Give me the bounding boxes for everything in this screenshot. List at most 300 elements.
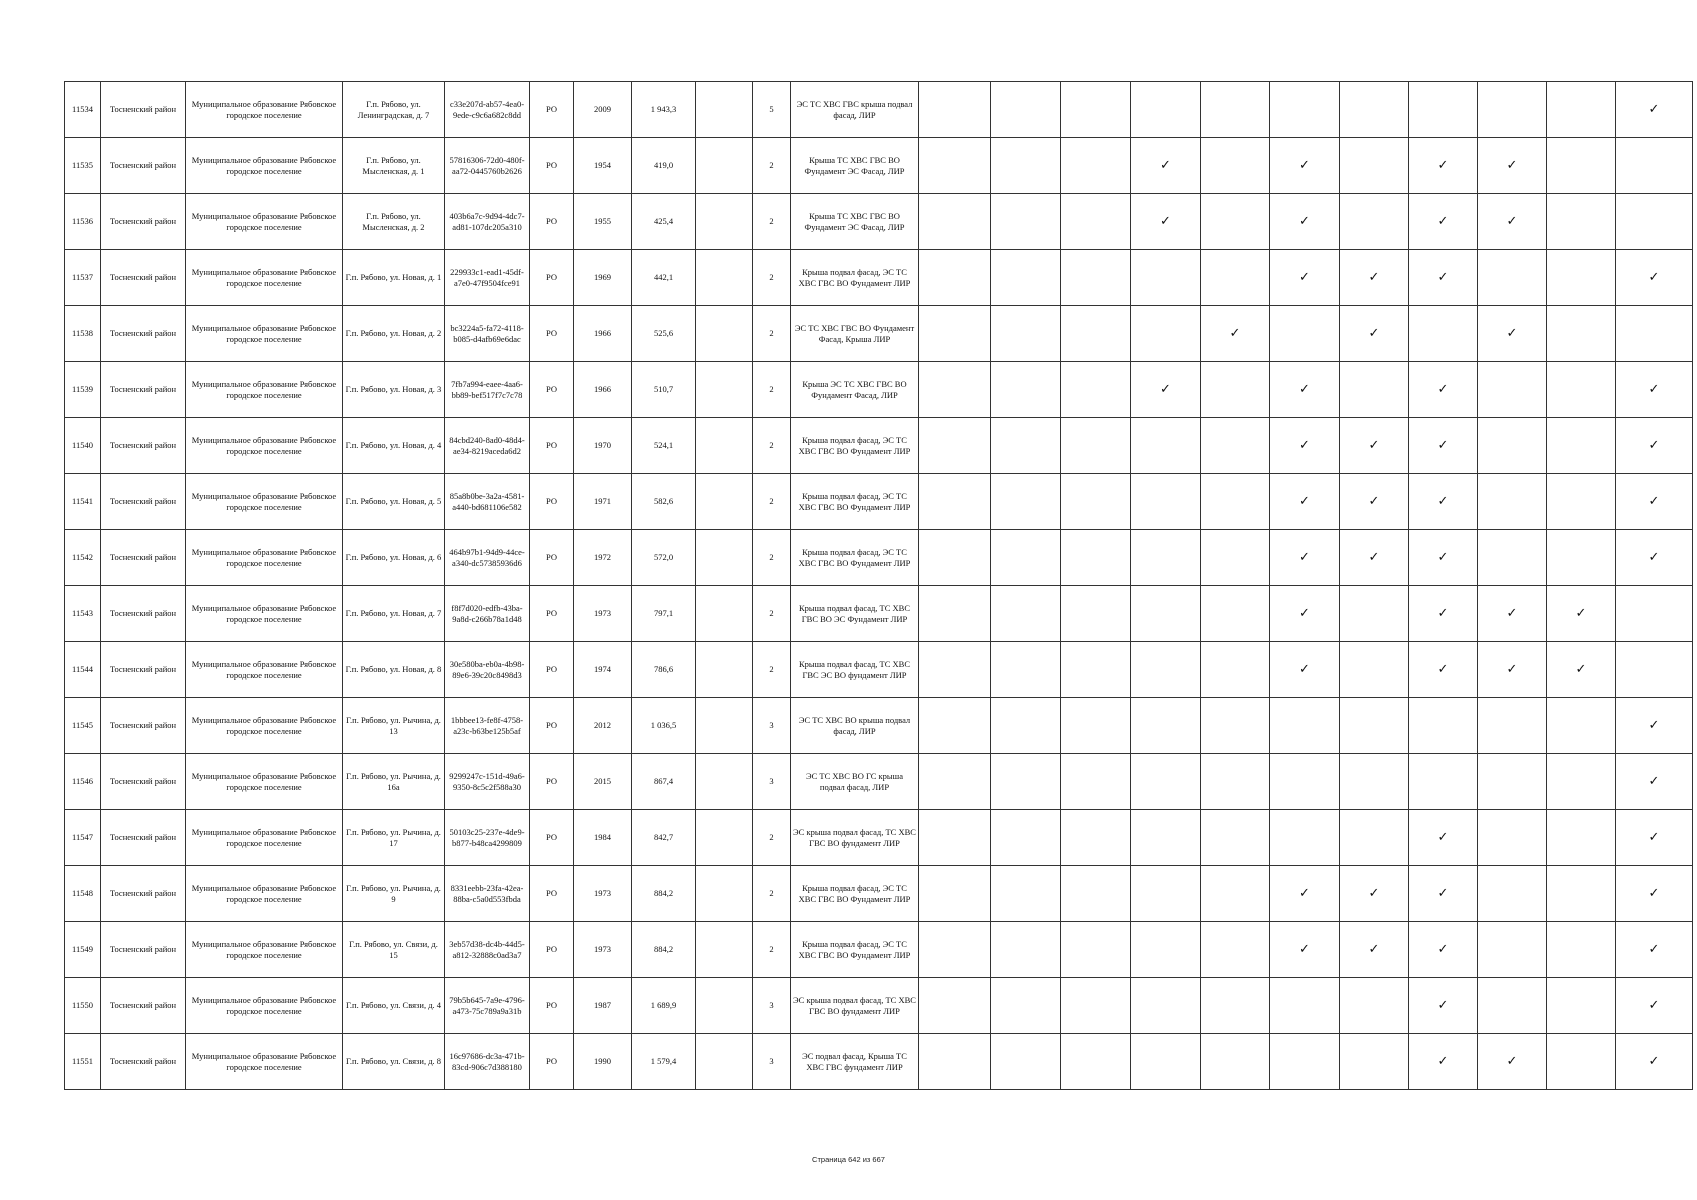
district-cell: Тосненский район — [101, 698, 186, 754]
check-icon: ✓ — [1299, 214, 1310, 229]
works-cell: Крыша подвал фасад, ТС ХВС ГВС ВО ЭС Фундамент ЛИР — [791, 586, 919, 642]
district-cell: Тосненский район — [101, 1034, 186, 1090]
work-mark-cell — [1478, 194, 1547, 250]
blank-cell — [696, 754, 753, 810]
work-mark-cell — [1131, 306, 1201, 362]
work-mark-cell — [1201, 194, 1270, 250]
blank-cell — [696, 194, 753, 250]
area-cell: 1 943,3 — [632, 82, 696, 138]
year-cell: 1974 — [574, 642, 632, 698]
area-cell: 1 036,5 — [632, 698, 696, 754]
check-icon: ✓ — [1506, 662, 1518, 677]
work-mark-cell — [1616, 810, 1693, 866]
work-mark-cell — [1061, 138, 1131, 194]
work-mark-cell — [1616, 362, 1693, 418]
type-cell: РО — [530, 754, 574, 810]
row-number: 11536 — [65, 194, 101, 250]
work-mark-cell — [1061, 754, 1131, 810]
work-mark-cell — [1270, 362, 1340, 418]
registry-sheet — [64, 81, 1693, 1090]
work-mark-cell — [1131, 586, 1201, 642]
work-mark-cell — [919, 586, 991, 642]
works-cell: ЭС крыша подвал фасад, ТС ХВС ГВС ВО фундамент ЛИР — [791, 810, 919, 866]
check-icon: ✓ — [1648, 998, 1660, 1013]
check-icon: ✓ — [1437, 214, 1449, 229]
address-cell: Г.п. Рябово, ул. Рычина, д. 13 — [343, 698, 445, 754]
work-mark-cell — [1131, 810, 1201, 866]
check-icon: ✓ — [1299, 494, 1310, 509]
work-mark-cell — [1340, 250, 1409, 306]
guid-cell: bc3224a5-fa72-4118-b085-d4afb69e6dac — [445, 306, 530, 362]
work-mark-cell — [1270, 866, 1340, 922]
count-cell: 3 — [753, 978, 791, 1034]
work-mark-cell — [1201, 474, 1270, 530]
check-icon: ✓ — [1506, 606, 1518, 621]
table-row — [65, 138, 1693, 194]
work-mark-cell — [1616, 698, 1693, 754]
type-cell: РО — [530, 810, 574, 866]
table-row — [65, 922, 1693, 978]
work-mark-cell — [991, 474, 1061, 530]
area-cell: 419,0 — [632, 138, 696, 194]
year-cell: 1966 — [574, 362, 632, 418]
municipality-cell: Муниципальное образование Рябовское городское поселение — [186, 474, 343, 530]
work-mark-cell — [1478, 82, 1547, 138]
work-mark-cell — [1340, 138, 1409, 194]
work-mark-cell — [1547, 698, 1616, 754]
table-row — [65, 978, 1693, 1034]
count-cell: 2 — [753, 250, 791, 306]
work-mark-cell — [919, 754, 991, 810]
guid-cell: 3eb57d38-dc4b-44d5-a812-32888c0ad3a7 — [445, 922, 530, 978]
check-icon: ✓ — [1368, 326, 1380, 341]
work-mark-cell — [1478, 362, 1547, 418]
work-mark-cell — [1270, 586, 1340, 642]
works-cell: Крыша подвал фасад, ЭС ТС ХВС ГВС ВО Фундамент ЛИР — [791, 922, 919, 978]
count-cell: 5 — [753, 82, 791, 138]
work-mark-cell — [1478, 138, 1547, 194]
area-cell: 1 579,4 — [632, 1034, 696, 1090]
guid-cell: 403b6a7c-9d94-4dc7-ad81-107dc205a310 — [445, 194, 530, 250]
work-mark-cell — [1409, 418, 1478, 474]
district-cell: Тосненский район — [101, 530, 186, 586]
municipality-cell: Муниципальное образование Рябовское городское поселение — [186, 138, 343, 194]
guid-cell: 1bbbee13-fe8f-4758-a23c-b63be125b5af — [445, 698, 530, 754]
work-mark-cell — [1340, 1034, 1409, 1090]
work-mark-cell — [1547, 810, 1616, 866]
table-row — [65, 530, 1693, 586]
blank-cell — [696, 698, 753, 754]
check-icon: ✓ — [1506, 1054, 1518, 1069]
check-icon: ✓ — [1368, 886, 1380, 901]
blank-cell — [696, 362, 753, 418]
work-mark-cell — [1616, 474, 1693, 530]
year-cell: 1972 — [574, 530, 632, 586]
work-mark-cell — [1061, 698, 1131, 754]
work-mark-cell — [1270, 138, 1340, 194]
work-mark-cell — [1061, 306, 1131, 362]
area-cell: 797,1 — [632, 586, 696, 642]
check-icon: ✓ — [1506, 214, 1518, 229]
table-row — [65, 82, 1693, 138]
work-mark-cell — [919, 474, 991, 530]
work-mark-cell — [1340, 418, 1409, 474]
check-icon: ✓ — [1299, 886, 1310, 901]
work-mark-cell — [1547, 978, 1616, 1034]
address-cell: Г.п. Рябово, ул. Новая, д. 2 — [343, 306, 445, 362]
works-cell: Крыша ТС ХВС ГВС ВО Фундамент ЭС Фасад, ЛИР — [791, 194, 919, 250]
district-cell: Тосненский район — [101, 474, 186, 530]
work-mark-cell — [1547, 194, 1616, 250]
works-cell: ЭС подвал фасад, Крыша ТС ХВС ГВС фундамент ЛИР — [791, 1034, 919, 1090]
check-icon: ✓ — [1299, 662, 1310, 677]
table-row — [65, 642, 1693, 698]
municipality-cell: Муниципальное образование Рябовское городское поселение — [186, 1034, 343, 1090]
check-icon: ✓ — [1437, 382, 1449, 397]
work-mark-cell — [1131, 138, 1201, 194]
work-mark-cell — [1201, 82, 1270, 138]
work-mark-cell — [1340, 978, 1409, 1034]
district-cell: Тосненский район — [101, 754, 186, 810]
work-mark-cell — [1201, 1034, 1270, 1090]
area-cell: 510,7 — [632, 362, 696, 418]
address-cell: Г.п. Рябово, ул. Мысленская, д. 1 — [343, 138, 445, 194]
district-cell: Тосненский район — [101, 362, 186, 418]
district-cell: Тосненский район — [101, 250, 186, 306]
work-mark-cell — [1270, 810, 1340, 866]
work-mark-cell — [1409, 362, 1478, 418]
work-mark-cell — [1409, 922, 1478, 978]
municipality-cell: Муниципальное образование Рябовское городское поселение — [186, 306, 343, 362]
work-mark-cell — [1478, 1034, 1547, 1090]
district-cell: Тосненский район — [101, 586, 186, 642]
address-cell: Г.п. Рябово, ул. Рычина, д. 9 — [343, 866, 445, 922]
count-cell: 2 — [753, 866, 791, 922]
district-cell: Тосненский район — [101, 642, 186, 698]
works-cell: ЭС крыша подвал фасад, ТС ХВС ГВС ВО фундамент ЛИР — [791, 978, 919, 1034]
work-mark-cell — [1131, 418, 1201, 474]
check-icon: ✓ — [1437, 942, 1449, 957]
area-cell: 572,0 — [632, 530, 696, 586]
work-mark-cell — [1061, 82, 1131, 138]
row-number: 11538 — [65, 306, 101, 362]
work-mark-cell — [1616, 138, 1693, 194]
check-icon: ✓ — [1437, 830, 1449, 845]
year-cell: 1973 — [574, 922, 632, 978]
address-cell: Г.п. Рябово, ул. Новая, д. 4 — [343, 418, 445, 474]
guid-cell: c33e207d-ab57-4ea0-9ede-c9c6a682c8dd — [445, 82, 530, 138]
work-mark-cell — [1616, 642, 1693, 698]
check-icon: ✓ — [1575, 606, 1587, 621]
work-mark-cell — [991, 978, 1061, 1034]
row-number: 11544 — [65, 642, 101, 698]
work-mark-cell — [1616, 866, 1693, 922]
check-icon: ✓ — [1299, 550, 1310, 565]
work-mark-cell — [1616, 1034, 1693, 1090]
year-cell: 2015 — [574, 754, 632, 810]
work-mark-cell — [1409, 754, 1478, 810]
check-icon: ✓ — [1648, 438, 1660, 453]
area-cell: 582,6 — [632, 474, 696, 530]
area-cell: 842,7 — [632, 810, 696, 866]
work-mark-cell — [1201, 306, 1270, 362]
work-mark-cell — [1131, 754, 1201, 810]
work-mark-cell — [1478, 922, 1547, 978]
check-icon: ✓ — [1437, 550, 1449, 565]
count-cell: 2 — [753, 474, 791, 530]
work-mark-cell — [1616, 586, 1693, 642]
guid-cell: 57816306-72d0-480f-aa72-0445760b2626 — [445, 138, 530, 194]
row-number: 11547 — [65, 810, 101, 866]
check-icon: ✓ — [1648, 774, 1660, 789]
check-icon: ✓ — [1368, 942, 1380, 957]
work-mark-cell — [1409, 250, 1478, 306]
check-icon: ✓ — [1648, 550, 1660, 565]
municipality-cell: Муниципальное образование Рябовское городское поселение — [186, 250, 343, 306]
address-cell: Г.п. Рябово, ул. Новая, д. 7 — [343, 586, 445, 642]
check-icon: ✓ — [1299, 942, 1310, 957]
area-cell: 884,2 — [632, 922, 696, 978]
work-mark-cell — [1061, 530, 1131, 586]
district-cell: Тосненский район — [101, 418, 186, 474]
municipality-cell: Муниципальное образование Рябовское городское поселение — [186, 922, 343, 978]
work-mark-cell — [919, 362, 991, 418]
work-mark-cell — [1547, 586, 1616, 642]
work-mark-cell — [1616, 978, 1693, 1034]
work-mark-cell — [1270, 250, 1340, 306]
guid-cell: 9299247c-151d-49a6-9350-8c5c2f588a30 — [445, 754, 530, 810]
work-mark-cell — [1131, 474, 1201, 530]
work-mark-cell — [1340, 866, 1409, 922]
work-mark-cell — [1340, 698, 1409, 754]
check-icon: ✓ — [1648, 1054, 1660, 1069]
work-mark-cell — [1131, 978, 1201, 1034]
row-number: 11543 — [65, 586, 101, 642]
row-number: 11545 — [65, 698, 101, 754]
year-cell: 1971 — [574, 474, 632, 530]
work-mark-cell — [919, 642, 991, 698]
work-mark-cell — [991, 754, 1061, 810]
work-mark-cell — [1547, 474, 1616, 530]
count-cell: 2 — [753, 194, 791, 250]
address-cell: Г.п. Рябово, ул. Связи, д. 8 — [343, 1034, 445, 1090]
work-mark-cell — [1270, 754, 1340, 810]
check-icon: ✓ — [1299, 158, 1310, 173]
work-mark-cell — [1409, 82, 1478, 138]
type-cell: РО — [530, 474, 574, 530]
work-mark-cell — [919, 978, 991, 1034]
work-mark-cell — [1547, 642, 1616, 698]
check-icon: ✓ — [1160, 214, 1171, 229]
check-icon: ✓ — [1299, 438, 1310, 453]
works-cell: Крыша ЭС ТС ХВС ГВС ВО Фундамент Фасад, ЛИР — [791, 362, 919, 418]
works-cell: Крыша подвал фасад, ЭС ТС ХВС ГВС ВО Фундамент ЛИР — [791, 866, 919, 922]
count-cell: 3 — [753, 698, 791, 754]
work-mark-cell — [1547, 306, 1616, 362]
year-cell: 1955 — [574, 194, 632, 250]
check-icon: ✓ — [1368, 270, 1380, 285]
district-cell: Тосненский район — [101, 138, 186, 194]
work-mark-cell — [1616, 250, 1693, 306]
municipality-cell: Муниципальное образование Рябовское городское поселение — [186, 194, 343, 250]
row-number: 11550 — [65, 978, 101, 1034]
work-mark-cell — [1478, 306, 1547, 362]
check-icon: ✓ — [1368, 550, 1380, 565]
work-mark-cell — [1409, 866, 1478, 922]
type-cell: РО — [530, 642, 574, 698]
municipality-cell: Муниципальное образование Рябовское городское поселение — [186, 362, 343, 418]
count-cell: 3 — [753, 1034, 791, 1090]
address-cell: Г.п. Рябово, ул. Новая, д. 8 — [343, 642, 445, 698]
check-icon: ✓ — [1648, 886, 1660, 901]
work-mark-cell — [991, 82, 1061, 138]
check-icon: ✓ — [1648, 494, 1660, 509]
work-mark-cell — [919, 82, 991, 138]
work-mark-cell — [1201, 138, 1270, 194]
check-icon: ✓ — [1648, 942, 1660, 957]
check-icon: ✓ — [1368, 438, 1380, 453]
blank-cell — [696, 250, 753, 306]
work-mark-cell — [1270, 82, 1340, 138]
check-icon: ✓ — [1437, 998, 1449, 1013]
work-mark-cell — [919, 698, 991, 754]
work-mark-cell — [1616, 306, 1693, 362]
blank-cell — [696, 418, 753, 474]
count-cell: 2 — [753, 642, 791, 698]
work-mark-cell — [991, 194, 1061, 250]
work-mark-cell — [1478, 586, 1547, 642]
area-cell: 867,4 — [632, 754, 696, 810]
year-cell: 1987 — [574, 978, 632, 1034]
check-icon: ✓ — [1437, 158, 1449, 173]
work-mark-cell — [1270, 698, 1340, 754]
page-footer: Страница 642 из 667 — [812, 1155, 885, 1164]
year-cell: 1970 — [574, 418, 632, 474]
work-mark-cell — [1270, 978, 1340, 1034]
check-icon: ✓ — [1648, 102, 1660, 117]
row-number: 11541 — [65, 474, 101, 530]
table-row — [65, 1034, 1693, 1090]
guid-cell: 79b5b645-7a9e-4796-a473-75c789a9a31b — [445, 978, 530, 1034]
work-mark-cell — [1547, 754, 1616, 810]
year-cell: 2012 — [574, 698, 632, 754]
municipality-cell: Муниципальное образование Рябовское городское поселение — [186, 866, 343, 922]
work-mark-cell — [1061, 250, 1131, 306]
blank-cell — [696, 1034, 753, 1090]
count-cell: 2 — [753, 362, 791, 418]
works-cell: ЭС ТС ХВС ГВС ВО Фундамент Фасад, Крыша ЛИР — [791, 306, 919, 362]
work-mark-cell — [1616, 922, 1693, 978]
work-mark-cell — [1131, 642, 1201, 698]
works-cell: Крыша подвал фасад, ЭС ТС ХВС ГВС ВО Фундамент ЛИР — [791, 530, 919, 586]
year-cell: 1973 — [574, 586, 632, 642]
blank-cell — [696, 978, 753, 1034]
check-icon: ✓ — [1160, 158, 1171, 173]
count-cell: 2 — [753, 530, 791, 586]
work-mark-cell — [1061, 810, 1131, 866]
work-mark-cell — [1061, 474, 1131, 530]
check-icon: ✓ — [1160, 382, 1171, 397]
work-mark-cell — [1061, 194, 1131, 250]
check-icon: ✓ — [1575, 662, 1587, 677]
guid-cell: 7fb7a994-eaee-4aa6-bb89-bef517f7c7c78 — [445, 362, 530, 418]
row-number: 11535 — [65, 138, 101, 194]
blank-cell — [696, 82, 753, 138]
work-mark-cell — [1131, 866, 1201, 922]
check-icon: ✓ — [1648, 830, 1660, 845]
check-icon: ✓ — [1299, 382, 1310, 397]
table-row — [65, 474, 1693, 530]
check-icon: ✓ — [1648, 270, 1660, 285]
municipality-cell: Муниципальное образование Рябовское городское поселение — [186, 82, 343, 138]
blank-cell — [696, 642, 753, 698]
work-mark-cell — [991, 810, 1061, 866]
work-mark-cell — [1409, 1034, 1478, 1090]
work-mark-cell — [991, 866, 1061, 922]
area-cell: 524,1 — [632, 418, 696, 474]
work-mark-cell — [1547, 250, 1616, 306]
table-row — [65, 698, 1693, 754]
works-cell: ЭС ТС ХВС ВО крыша подвал фасад, ЛИР — [791, 698, 919, 754]
work-mark-cell — [991, 1034, 1061, 1090]
municipality-cell: Муниципальное образование Рябовское городское поселение — [186, 810, 343, 866]
work-mark-cell — [1478, 978, 1547, 1034]
work-mark-cell — [991, 922, 1061, 978]
table-row — [65, 194, 1693, 250]
work-mark-cell — [1061, 362, 1131, 418]
guid-cell: 50103c25-237e-4de9-b877-b48ca4299809 — [445, 810, 530, 866]
work-mark-cell — [1131, 922, 1201, 978]
check-icon: ✓ — [1648, 382, 1660, 397]
row-number: 11539 — [65, 362, 101, 418]
work-mark-cell — [1270, 922, 1340, 978]
work-mark-cell — [919, 530, 991, 586]
work-mark-cell — [991, 306, 1061, 362]
type-cell: РО — [530, 82, 574, 138]
work-mark-cell — [1409, 530, 1478, 586]
table-body — [65, 82, 1693, 1090]
year-cell: 1966 — [574, 306, 632, 362]
work-mark-cell — [1547, 418, 1616, 474]
work-mark-cell — [1201, 418, 1270, 474]
guid-cell: 85a8b0be-3a2a-4581-a440-bd681106e582 — [445, 474, 530, 530]
area-cell: 525,6 — [632, 306, 696, 362]
work-mark-cell — [1061, 978, 1131, 1034]
works-cell: Крыша ТС ХВС ГВС ВО Фундамент ЭС Фасад, ЛИР — [791, 138, 919, 194]
check-icon: ✓ — [1299, 270, 1310, 285]
area-cell: 1 689,9 — [632, 978, 696, 1034]
check-icon: ✓ — [1299, 606, 1310, 621]
type-cell: РО — [530, 530, 574, 586]
count-cell: 2 — [753, 418, 791, 474]
work-mark-cell — [1270, 530, 1340, 586]
municipality-cell: Муниципальное образование Рябовское городское поселение — [186, 754, 343, 810]
row-number: 11542 — [65, 530, 101, 586]
work-mark-cell — [919, 810, 991, 866]
area-cell: 442,1 — [632, 250, 696, 306]
work-mark-cell — [1409, 642, 1478, 698]
works-cell: Крыша подвал фасад, ЭС ТС ХВС ГВС ВО Фундамент ЛИР — [791, 250, 919, 306]
blank-cell — [696, 138, 753, 194]
work-mark-cell — [1547, 82, 1616, 138]
work-mark-cell — [1061, 642, 1131, 698]
address-cell: Г.п. Рябово, ул. Ленинградская, д. 7 — [343, 82, 445, 138]
works-cell: Крыша подвал фасад, ЭС ТС ХВС ГВС ВО Фундамент ЛИР — [791, 418, 919, 474]
work-mark-cell — [1340, 586, 1409, 642]
work-mark-cell — [1061, 418, 1131, 474]
district-cell: Тосненский район — [101, 866, 186, 922]
address-cell: Г.п. Рябово, ул. Новая, д. 6 — [343, 530, 445, 586]
